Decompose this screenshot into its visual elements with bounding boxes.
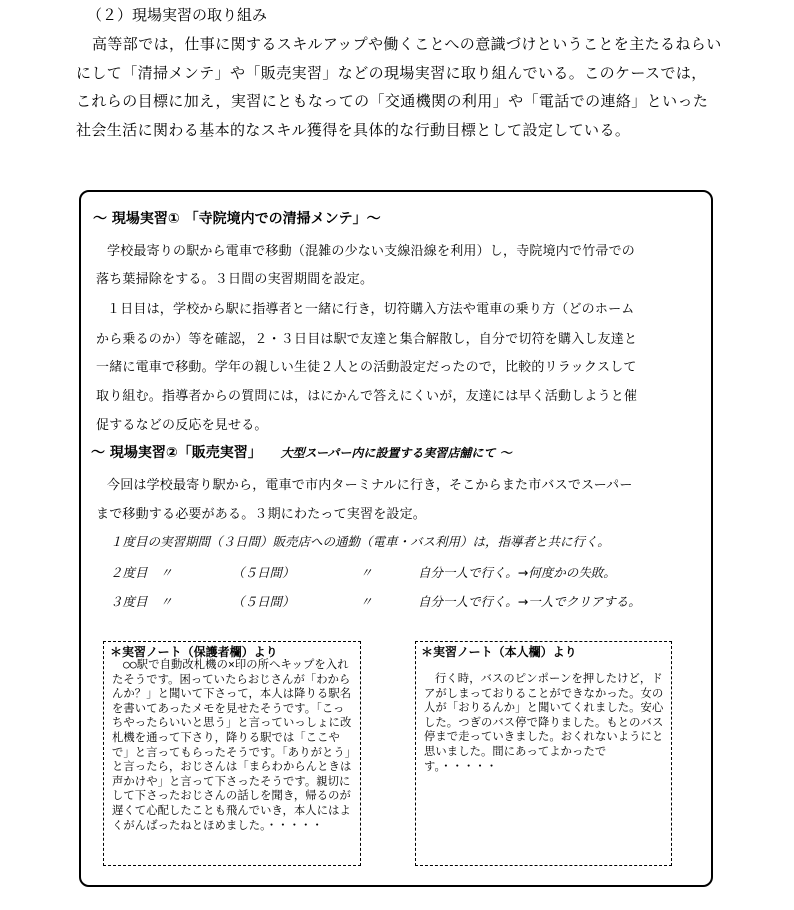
section-title: （２）現場実習の取り組み [87, 6, 268, 24]
schedule-row-3-ditto: 〃 [360, 594, 373, 609]
schedule-row-3-days: （５日間） [232, 594, 295, 609]
schedule-row-3-period: ３度目 〃 [110, 594, 173, 609]
schedule-row-3-result: 自分一人で行く。→一人でクリアする。 [418, 594, 641, 609]
practice1-line: 一緒に電車で移動。学年の親しい生徒２人との活動設定だったので，比較的リラックスして [96, 360, 637, 375]
practice1-line: 促するなどの反応を見せる。 [96, 418, 268, 433]
practice2-title: ～ 現場実習②「販売実習」 [91, 445, 262, 461]
intro-paragraph: 高等部では，仕事に関するスキルアップや働くことへの意識づけということを主たるねらいにして「清掃メンテ」や「販売実習」などの現場実習に取り組んでいる。このケースでは，これらの目標に加え，実習にともなっての「交通機関の利用」や「電話での連絡」といった社会生活に関わる基本的なスキル獲得を具体的な行動目標として設定している。 [76, 35, 722, 139]
practice2-subtitle: 大型スーパー内に設置する実習店舗にて ～ [280, 446, 512, 460]
guardian-note-title: ＊実習ノート（保護者欄）より [110, 645, 278, 659]
guardian-note-box [103, 641, 361, 866]
schedule-row-2-result: 自分一人で行く。→何度かの失敗。 [418, 565, 616, 580]
practice2-heading [91, 442, 512, 462]
self-note-text: 行く時，バスのピンポーンを押したけど，ドアがしまっておりることができなかった。女の人が「おりるんか」と聞いてくれました。安心した。つぎのバス停で降りました。もとのバス停まで走っていきました。おくれないようにと思いました。間にあってよかったです。・・・・・ [424, 672, 664, 773]
practice2-line: 今回は学校最寄り駅から，電車で市内ターミナルに行き，そこからまた市バスでスーパー [107, 478, 633, 493]
practice1-line: 落ち葉掃除をする。３日間の実習期間を設定。 [96, 272, 374, 287]
practice2-line: まで移動する必要がある。３期にわたって実習を設定。 [96, 507, 427, 522]
guardian-note-text: ○○駅で自動改札機の×印の所へキップを入れたそうです。困っていたらおじさんが「わからんか？」と聞いて下さって，本人は降りる駅名を書いてあったメモを見せたそうです。「こっちやったらいいと思う」と言っていっしょに改札機を通って下さり，降りる駅では「ここやで」と言ってもらったそうです。「ありがとう」と言ったら，おじさんは「まらわからんときは声かけや」と言って下さったそうです。親切にして下さったおじさんの話しを聞き，帰るのが遅くて心配したことも飛んでいき，本人にはよくがんばったねとほめました。・・・・・ [112, 658, 352, 832]
schedule-row-2-period: ２度目 〃 [110, 565, 173, 580]
self-note-box [415, 641, 672, 866]
self-note-title: ＊実習ノート（本人欄）より [421, 645, 577, 659]
schedule-row-1: １度目の実習期間（３日間）販売店への通勤（電車・バス利用）は，指導者と共に行く。 [110, 534, 610, 549]
practice1-line: から乗るのか）等を確認，２・３日目は駅で友達と集合解散し，自分で切符を購入し友達と [96, 332, 638, 347]
practice1-heading: ～ 現場実習① 「寺院境内での清掃メンテ」～ [93, 211, 381, 227]
schedule-row-2-ditto: 〃 [360, 565, 373, 580]
practice1-line: 学校最寄りの駅から電車で移動（混雑の少ない支線沿線を利用）し，寺院境内で竹帚での [107, 244, 636, 259]
schedule-row-2-days: （５日間） [232, 565, 295, 580]
practice1-line: １日目は，学校から駅に指導者と一緒に行き，切符購入方法や電車の乗り方（どのホーム [107, 302, 635, 317]
practice1-line: 取り組む。指導者からの質問には，はにかんで答えにくいが，友達には早く活動しようと催 [96, 389, 638, 404]
intro-text [76, 30, 722, 144]
